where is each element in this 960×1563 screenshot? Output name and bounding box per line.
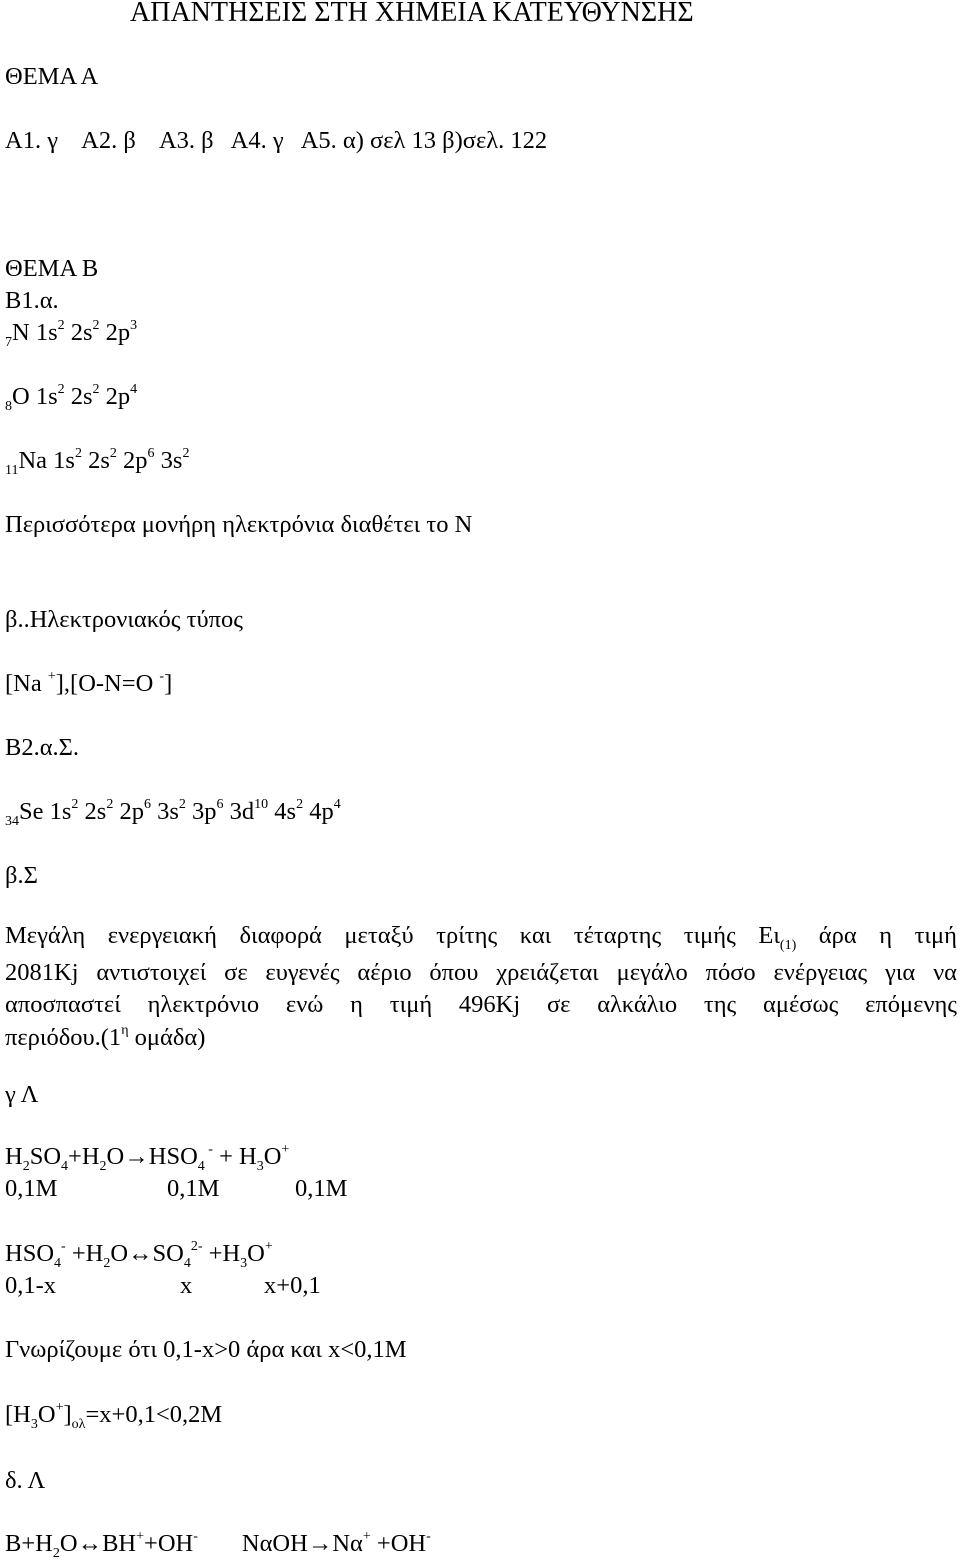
page-title: ΑΠΑΝΤΗΣΕΙΣ ΣΤΗ ΧΗΜΕΙΑ ΚΑΤΕΥΘΥΝΣΗΣ xyxy=(130,0,694,28)
orbital-electron-count: 6 xyxy=(216,797,224,812)
unpaired-statement: Περισσότερα μονήρη ηλεκτρόνια διαθέτει το Ν xyxy=(5,511,473,538)
orbital-term: 2s xyxy=(78,798,107,825)
total-concentration: $[H_3O^+]_{o\lambda}=x+0,1<0,2M$ xyxy=(5,1400,223,1432)
config-sodium: $_{11}$Na $1s^2$ $2s^2$ $2p^6$ $3s^2$ xyxy=(5,446,190,478)
b2a-label: Β2.α.Σ. xyxy=(5,734,80,761)
arrow-right-icon: → xyxy=(124,1143,149,1170)
explanation-paragraph: Μεγάλη ενεργειακή διαφορά μεταξύ τρίτης και τέταρτης τιμής $E\iota_{(1)}$ άρα η τιμή 2081Kj αντιστοιχεί σε ευγενές αέριο όπου χρειάζεται μεγάλο πόσο ενέργειας για να αποσπαστεί ηλεκτρόνιο ενώ η τιμή 496Kj σε αλκάλιο της αμέσως επόμενης $\pi\varepsilon\rho\iota ό\delta o\upsilon.(1^\eta$ ομάδα) xyxy=(5,922,957,1051)
g-label: γ Λ xyxy=(5,1081,39,1108)
orbital-term: Se 1s xyxy=(19,798,72,825)
arrow-both-icon: ↔ xyxy=(128,1240,153,1267)
equation-1-concentrations: 0,1M 0,1M 0,1M xyxy=(5,1175,348,1202)
arrow-right-icon: → xyxy=(307,1530,333,1557)
equation-1: $H_2SO_4+H_2O\to HSO_4$ $^- + H_3O^+$ xyxy=(5,1142,290,1174)
theme-b-heading: ΘΕΜΑ Β xyxy=(5,255,99,282)
b1a-label: Β1.α. xyxy=(5,287,59,314)
b1b-label: β..Ηλεκτρονιακός τύπος xyxy=(5,606,243,633)
config-selenium: $_{34}$Se $1s^2$ $2s^2$ $2p^6$ $3s^2$ $3p^6$ $3d^{10}$ $4s^2$ $4p^4$ xyxy=(5,797,341,829)
orbital-term: 4s xyxy=(268,798,297,825)
orbital-electron-count: 6 xyxy=(143,797,151,812)
config-oxygen: $_8$O $1s^2$ $2s^2$ $2p^4$ xyxy=(5,382,138,414)
config-nitrogen: $_7$N $1s^2$ $2s^2$ $2p^3$ xyxy=(5,318,138,350)
orbital-electron-count: 2 xyxy=(71,797,79,812)
theme-a-heading: ΘΕΜΑ Α xyxy=(5,63,99,90)
equation-3: $B+H_2O\leftrightarrow BH^++OH^-$ NαOH→Nα+ +OH- xyxy=(5,1529,431,1561)
orbital-electron-count: 2 xyxy=(106,797,114,812)
arrow-both-icon: ↔ xyxy=(77,1530,103,1557)
orbital-term: 4p xyxy=(303,798,334,825)
inequality-statement: Γνωρίζουμε ότι 0,1-x>0 άρα και x<0,1M xyxy=(5,1336,407,1363)
orbital-electron-count: 10 xyxy=(254,797,269,812)
d-label: δ. Λ xyxy=(5,1467,46,1494)
orbital-term: 2p xyxy=(113,798,144,825)
equation-2-concentrations: 0,1-x x x+0,1 xyxy=(5,1272,321,1299)
orbital-term: 3s xyxy=(150,798,179,825)
orbital-electron-count: 4 xyxy=(333,797,341,812)
b2b-label: β.Σ xyxy=(5,862,38,889)
orbital-term: 3p xyxy=(185,798,217,825)
orbital-term: 3d xyxy=(223,798,255,825)
theme-a-answers: Α1. γ Α2. β Α3. β Α4. γ Α5. α) σελ 13 β)σελ. 122 xyxy=(5,127,548,154)
orbital-electron-count: 2 xyxy=(296,797,304,812)
orbital-electron-count: 2 xyxy=(178,797,186,812)
lewis-formula: [Na +],[O-N=O -] xyxy=(5,669,173,697)
equation-2: $HSO_4^-$ $+H_2O\leftrightarrow SO_4^{2-} +H_3O^+$ xyxy=(5,1239,273,1271)
